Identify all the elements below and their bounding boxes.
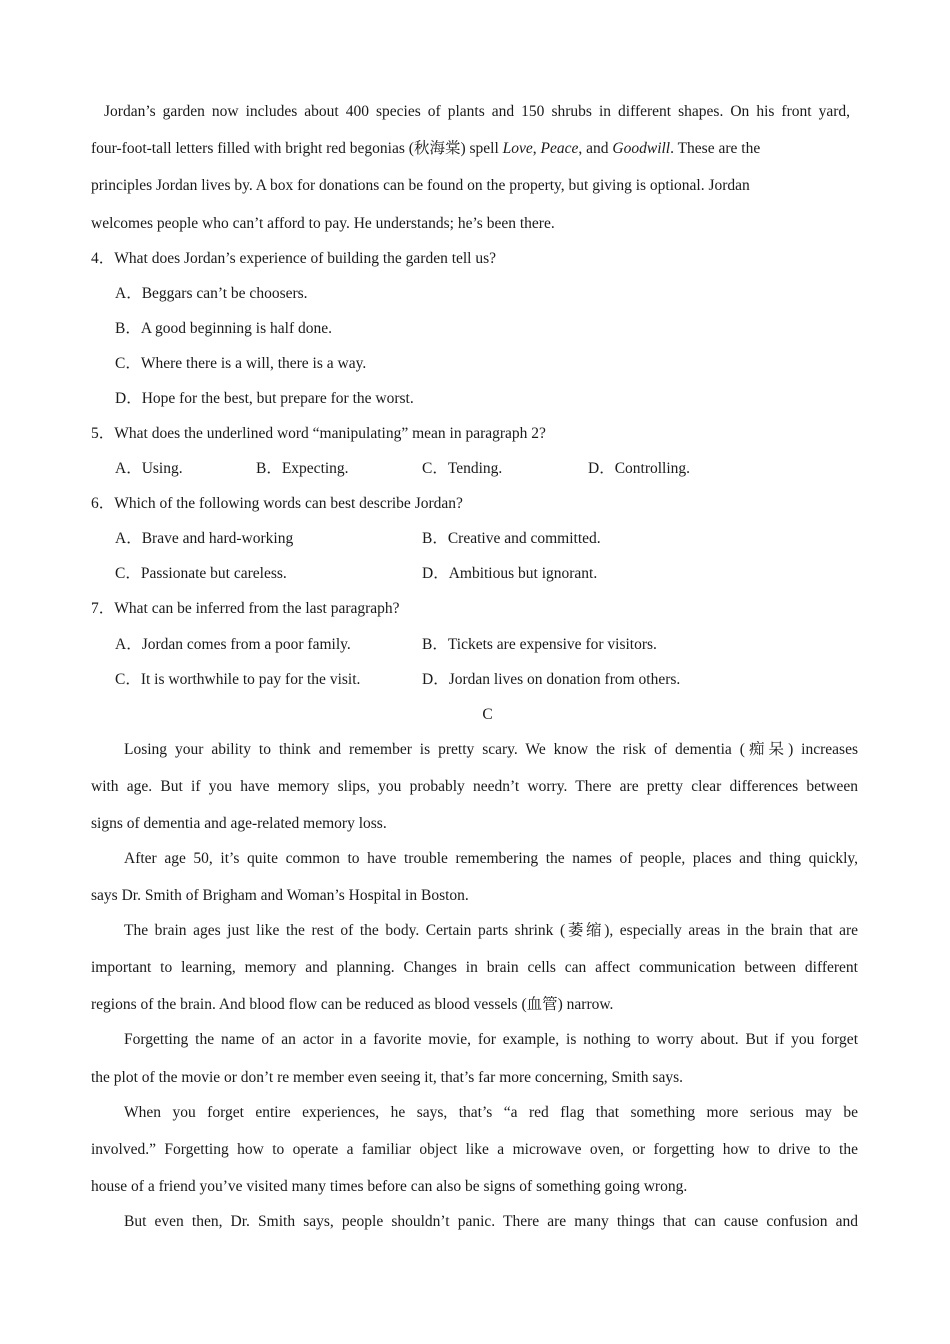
text-span: . These are the [670, 140, 761, 157]
option-b: B．A good beginning is half done. [115, 320, 332, 337]
option-c: C．Tending. [422, 460, 503, 477]
option-d: D．Ambitious but ignorant. [422, 565, 598, 582]
option-c: C．Where there is a will, there is a way. [115, 355, 367, 372]
option-d: D．Controlling. [588, 460, 691, 477]
text-span: four-foot-tall letters filled with bright red begonias (秋海棠) spell [91, 140, 503, 157]
section-heading: C [482, 706, 493, 723]
italic-word: Love [502, 140, 533, 157]
paragraph-line: The brain ages just like the rest of the body. Certain parts shrink (萎缩), especially areas in the brain that are [124, 922, 858, 939]
paragraph-line: says Dr. Smith of Brigham and Woman’s Hospital in Boston. [91, 887, 469, 904]
paragraph-line: signs of dementia and age-related memory loss. [91, 815, 387, 832]
paragraph-line: regions of the brain. And blood flow can be reduced as blood vessels (血管) narrow. [91, 996, 614, 1013]
option-d: D．Hope for the best, but prepare for the worst. [115, 390, 414, 407]
text-span: , [532, 140, 541, 157]
option-b: B．Creative and committed. [422, 530, 601, 547]
paragraph-line: welcomes people who can’t afford to pay. He understands; he’s been there. [91, 215, 555, 232]
paragraph-line [91, 139, 760, 159]
italic-word: Peace [540, 140, 579, 157]
option-a: A．Jordan comes from a poor family. [115, 636, 351, 653]
paragraph-line: the plot of the movie or don’t re member even seeing it, that’s far more concerning, Smith says. [91, 1069, 684, 1086]
option-d: D．Jordan lives on donation from others. [422, 671, 681, 688]
option-a: A．Beggars can’t be choosers. [115, 285, 308, 302]
option-a: A．Brave and hard-working [115, 530, 294, 547]
paragraph-line: Jordan’s garden now includes about 400 species of plants and 150 shrubs in different shapes. On his front yard, [104, 103, 850, 120]
question-stem: 7．What can be inferred from the last paragraph? [91, 600, 400, 617]
paragraph-line: with age. But if you have memory slips, you probably needn’t worry. There are pretty clear differences between [91, 778, 858, 795]
italic-word: Goodwill [612, 140, 671, 157]
paragraph-line: But even then, Dr. Smith says, people shouldn’t panic. There are many things that can cause confusion and [124, 1213, 858, 1230]
paragraph-line: Losing your ability to think and remember is pretty scary. We know the risk of dementia (痴呆) increases [124, 741, 858, 758]
paragraph-line: principles Jordan lives by. A box for donations can be found on the property, but giving is optional. Jordan [91, 177, 750, 194]
paragraph-line: Forgetting the name of an actor in a favorite movie, for example, is nothing to worry about. But if you forget [124, 1031, 858, 1048]
option-c: C．It is worthwhile to pay for the visit. [115, 671, 361, 688]
paragraph-line: involved.” Forgetting how to operate a familiar object like a microwave oven, or forgetting how to drive to the [91, 1141, 858, 1158]
text-span: , and [578, 140, 613, 157]
paragraph-line: house of a friend you’ve visited many times before can also be signs of something going wrong. [91, 1178, 688, 1195]
paragraph-line: When you forget entire experiences, he says, that’s “a red flag that something more serious may be [124, 1104, 858, 1121]
option-a: A．Using. [115, 460, 183, 477]
paragraph-line: After age 50, it’s quite common to have trouble remembering the names of people, places and thing quickly, [124, 850, 858, 867]
question-stem: 4．What does Jordan’s experience of building the garden tell us? [91, 250, 497, 267]
option-b: B．Tickets are expensive for visitors. [422, 636, 657, 653]
option-b: B．Expecting. [256, 460, 349, 477]
option-c: C．Passionate but careless. [115, 565, 287, 582]
paragraph-line: important to learning, memory and planning. Changes in brain cells can affect communication between different [91, 959, 858, 976]
question-stem: 5．What does the underlined word “manipulating” mean in paragraph 2? [91, 425, 546, 442]
question-stem: 6．Which of the following words can best describe Jordan? [91, 495, 463, 512]
